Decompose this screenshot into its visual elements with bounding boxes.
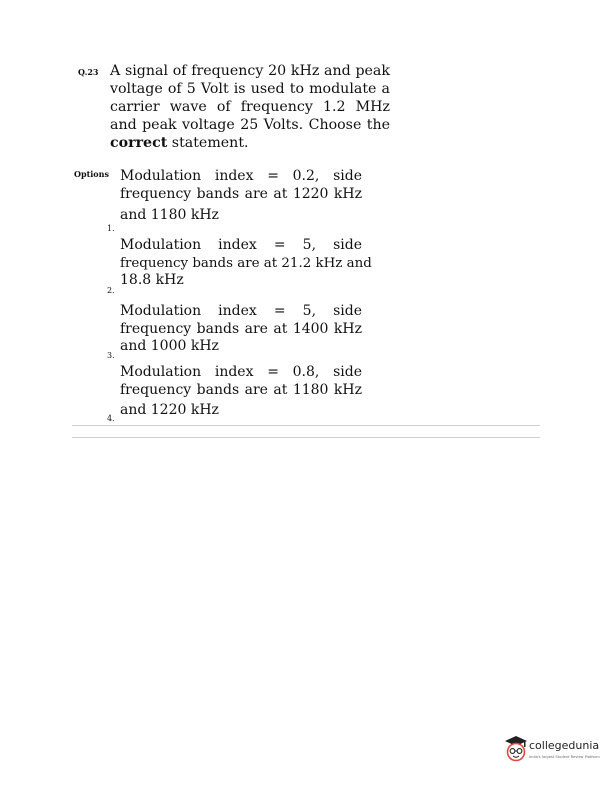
option-2-number: 2.	[107, 286, 115, 295]
question-text-main: A signal of frequency 20 kHz and peak voltage of 5 Volt is used to modulate a carrier wave of frequency 1.2 MHz and peak voltage 25 Volts. Choose the	[110, 63, 390, 133]
option-line: Modulation index = 0.2, side	[120, 168, 362, 184]
divider	[72, 425, 540, 426]
option-line: and 1220 kHz	[120, 402, 219, 418]
divider	[72, 437, 540, 438]
option-line: and 1180 kHz	[120, 207, 219, 223]
option-line: frequency bands are at 1220 kHz	[120, 185, 362, 202]
option-1-number: 1.	[107, 224, 115, 233]
option-3-number: 3.	[107, 351, 115, 360]
option-line: and 1000 kHz	[120, 338, 219, 354]
option-1-text	[120, 168, 362, 225]
option-line: Modulation index = 5, side	[120, 303, 362, 319]
option-line: 18.8 kHz	[120, 272, 184, 288]
brand-tagline: India's largest Student Review Platform	[529, 755, 600, 759]
option-2-text	[120, 237, 372, 290]
question-text	[110, 62, 390, 152]
question-text-bold: correct	[110, 135, 168, 151]
option-line: Modulation index = 5, side	[120, 237, 362, 253]
option-line: frequency bands are at 1400 kHz	[120, 320, 362, 337]
option-line: frequency bands are at 1180 kHz	[120, 381, 362, 398]
option-3-text	[120, 303, 362, 356]
option-4-number: 4.	[107, 414, 115, 423]
brand-name: collegedunia	[529, 739, 600, 752]
graduate-face-icon	[503, 733, 529, 771]
option-line: Modulation index = 0.8, side	[120, 364, 362, 380]
options-label: Options	[74, 169, 109, 179]
option-4-text	[120, 364, 362, 420]
question-text-end: statement.	[167, 135, 249, 151]
option-line: frequency bands are at 21.2 kHz and	[120, 255, 372, 271]
question-number: Q.23	[78, 67, 99, 77]
